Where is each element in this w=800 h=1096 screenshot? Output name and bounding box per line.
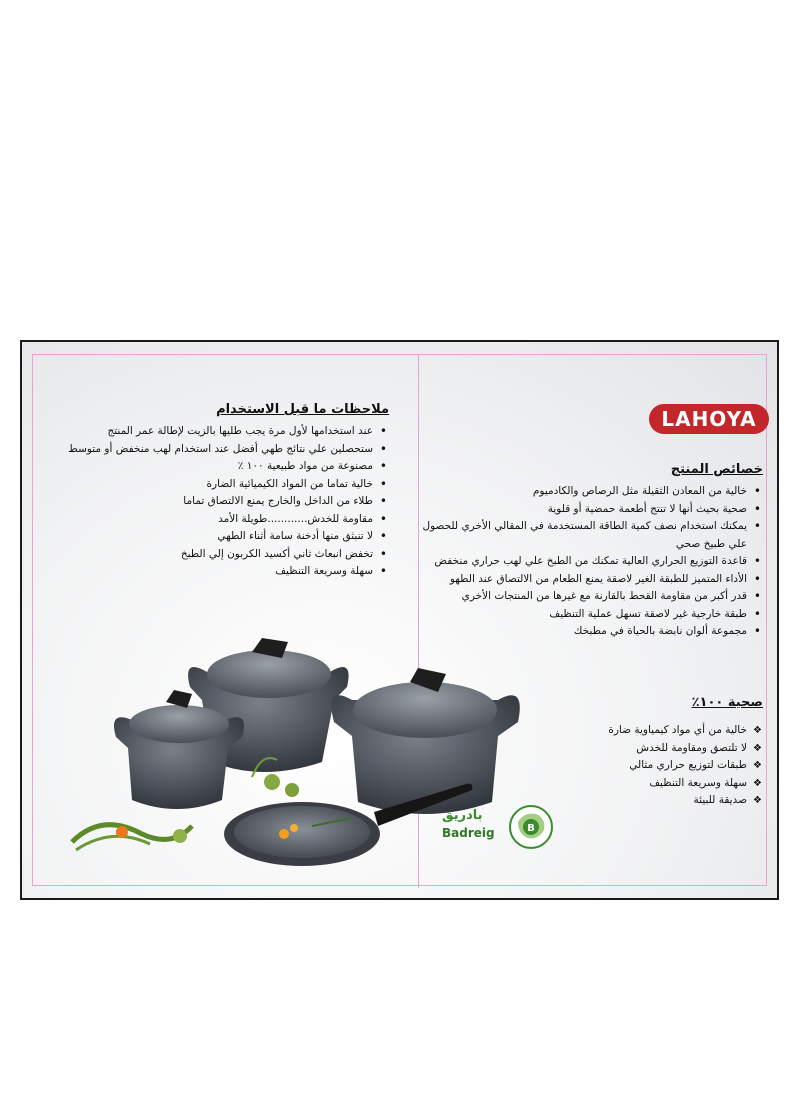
frying-pan-icon [224, 784, 472, 866]
list-item: ❖ سهلة وسريعة التنظيف [513, 775, 763, 793]
badreig-english-name: Badreig [442, 826, 495, 840]
list-item: • خالية من المعادن الثقيلة مثل الرصاص والكادميوم [413, 483, 763, 501]
list-item: • طبقة خارجية غير لاصقة تسهل عملية التنظيف [413, 606, 763, 624]
features-section [413, 462, 763, 641]
lahoya-logo [649, 404, 769, 434]
list-item: • يمكنك استخدام نصف كمية الطاقة المستخدمة في المقالي الأخري للحصول علي طبيخ صحي [413, 518, 763, 553]
list-item: • مقاومة للخدش............طويلة الأمد [49, 511, 389, 529]
health-section [513, 695, 763, 810]
health-list [513, 722, 763, 810]
badreig-arabic-name: بادريق [442, 808, 483, 823]
features-title: خصائص المنتج [670, 462, 763, 477]
list-item: • قدر أكبر من مقاومة القحط بالقارنة مع غيرها من المنتجات الأخري [413, 588, 763, 606]
list-item: • سهلة وسريعة التنظيف [49, 563, 389, 581]
notes-list [49, 423, 389, 581]
list-item: ❖ طبقات لتوزيع حراري مثالي [513, 757, 763, 775]
badreig-logo [442, 802, 562, 852]
brochure-spread [20, 340, 779, 900]
list-item: • طلاء من الداخل والخارج يمنع الالتصاق تماما [49, 493, 389, 511]
list-item: • مجموعة ألوان نابضة بالحياة في مطبخك [413, 623, 763, 641]
right-pot-icon [331, 668, 519, 814]
list-item: • قاعدة التوزيع الحراري العالية تمكنك من الطبخ علي لهب حراري منخفض [413, 553, 763, 571]
logo-text: LAHOYA [661, 407, 757, 431]
list-item: • الأداء المتميز للطبقة الغير لاصقة يمنع الطعام من الالتصاق عند الطهو [413, 571, 763, 589]
list-item: ❖ صديقة للبيئة [513, 792, 763, 810]
features-list [413, 483, 763, 641]
badreig-emblem-icon [508, 804, 554, 850]
badreig-mark-letter: B [527, 823, 535, 834]
list-item: ❖ خالية من أي مواد كيمياوية ضارة [513, 722, 763, 740]
list-item: • صحية بحيث أنها لا تنتج أطعمة حمضية أو قلوية [413, 501, 763, 519]
health-title: صحية ١٠٠٪ [691, 695, 763, 710]
list-item: • مصنوعة من مواد طبيعية ١٠٠ ٪ [49, 458, 389, 476]
list-item: • تخفض انبعاث ثاني أكسيد الكربون إلي الطبخ [49, 546, 389, 564]
list-item: • خالية تماما من المواد الكيميائية الضارة [49, 476, 389, 494]
list-item: • عند استخدامها لأول مرة يجب طليها بالزيت لإطالة عمر المنتج [49, 423, 389, 441]
notes-title: ملاحظات ما قبل الاستخدام [216, 402, 389, 417]
list-item: ❖ لا تلتصق ومقاومة للخدش [513, 740, 763, 758]
list-item: • لا تنبثق منها أدخنة سامة أثناء الطهي [49, 528, 389, 546]
notes-section [49, 402, 389, 581]
list-item: • ستحصلين علي نتائج طهي أفضل عند استخدام لهب منخفض أو متوسط [49, 441, 389, 459]
